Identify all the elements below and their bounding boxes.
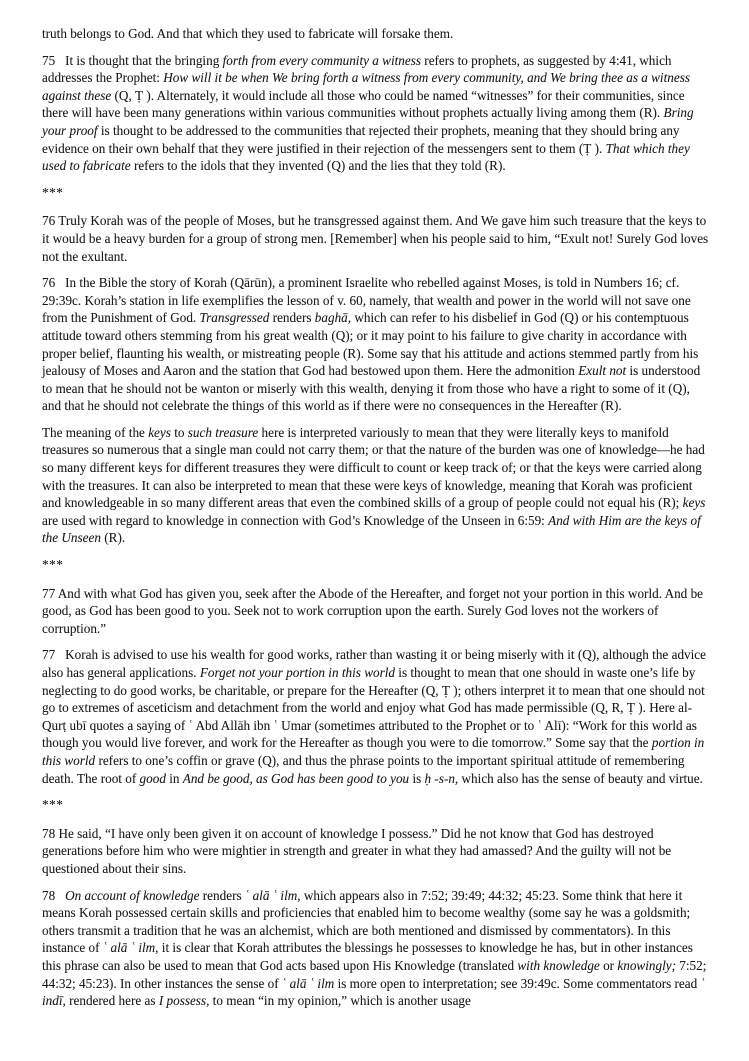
italic-text-run: And with Him are the keys of the Unseen: [42, 512, 705, 546]
text-run: refers to the idols that they invented (Q) and the lies that they told (R).: [130, 158, 506, 174]
text-run: 76 In the Bible the story of Korah (Qārūn), a prominent Israelite who rebelled against Moses, is told in Numbers 16; cf. 29:39c. Korah’s station in life exemplifies the lesson of v. 60, namely, that wealth and power in the world will not save one from the Punishment of God.: [42, 275, 695, 326]
italic-text-run: On account of knowledge: [65, 887, 200, 903]
commentary-78: [42, 887, 709, 1010]
text-run: 78 He said, “I have only been given it on account of knowledge I possess.” Did he not know that God has destroyed generations before him who were mightier in strength and greater in what they had amassed? And the guilty will not be questioned about their sins.: [42, 825, 675, 876]
section-separator: [42, 184, 709, 202]
italic-text-run: baghā,: [314, 310, 352, 326]
text-run: here is interpreted variously to mean that they were literally keys to manifold treasures so numerous that a single man could not carry them; or that the nature of the burden was one of knowledge—he had so many different keys for different treasures they were difficult to count or keep track of; or that the keys were carried along with the treasures. It can also be interpreted to mean that these were keys of knowledge, meaning that Korah was proficient and knowledgeable in so many different areas that even the combined skills of a group of people could not equal his (R);: [42, 424, 709, 511]
text-run: which appears also in 7:52; 39:49; 44:32; 45:23. Some think that here it means Korah possessed certain skills and proficiencies that enabled him to become wealthy (some say he was a goldsmith; others transmit a tradition that he was an alchemist, which are both mentioned and dismissed by commentators). In this instance of: [42, 887, 694, 956]
verse-76: [42, 212, 712, 265]
verse-75-continuation: [42, 25, 709, 43]
text-run: is: [409, 770, 425, 786]
section-separator: [42, 556, 709, 574]
italic-text-run: ʿ indī,: [42, 975, 709, 1009]
text-run: 7:52; 44:32; 45:23). In other instances the sense of: [42, 957, 710, 991]
italic-text-run: ḥ -s-n,: [424, 770, 459, 786]
text-run: The meaning of the: [42, 424, 149, 440]
italic-text-run: Bring your proof: [42, 105, 697, 138]
text-run: ***: [42, 557, 64, 573]
italic-text-run: Transgressed: [199, 310, 270, 326]
text-run: 76 Truly Korah was of the people of Moses, but he transgressed against them. And We gave him such treasure that the keys to it would be a heavy burden for a group of strong men. [Remember] when his people said to him, “Exult not! Surely God loves not the exultant.: [42, 213, 712, 264]
text-run: rendered here as: [65, 993, 159, 1009]
text-run: ***: [42, 797, 64, 813]
italic-text-run: How will it be when We bring forth a witness from every community, and We bring thee as a witness against these: [42, 70, 694, 103]
commentary-76-continued: [42, 424, 709, 547]
text-run: to mean “in my opinion,” which is another usage: [209, 993, 471, 1009]
commentary-76: [42, 274, 709, 415]
text-run: is thought to be addressed to the communities that rejected their prophets, meaning that they should bring any evidence on their own behalf that they were justified in their rejection of the messengers sent to them (Ṭ ).: [42, 122, 683, 156]
text-run: are used with regard to knowledge in connection with God’s Knowledge of the Unseen in 6:59:: [42, 495, 709, 528]
text-run: to: [170, 424, 188, 440]
italic-text-run: ʿ alā ʿ ilm: [281, 975, 335, 991]
text-run: refers to prophets, as suggested by 4:41, which addresses the Prophet:: [42, 52, 675, 86]
italic-text-run: forth from every community a witness: [222, 52, 421, 68]
text-run: 77 Korah is advised to use his wealth for good works, rather than wasting it or being miserly with it (Q), although the advice also has general applications.: [42, 647, 710, 680]
verse-78: [42, 825, 709, 878]
text-run: renders: [199, 887, 245, 903]
text-run: ***: [42, 184, 64, 200]
italic-text-run: And be good, as God has been good to you: [182, 770, 410, 786]
text-run: is more open to interpretation; see 39:49c. Some commentators read: [334, 975, 701, 991]
text-run: (R).: [100, 530, 126, 546]
commentary-77: [42, 646, 709, 787]
italic-text-run: with knowledge: [517, 957, 600, 973]
italic-text-run: That which they used to fabricate: [42, 140, 694, 174]
italic-text-run: Exult not: [578, 363, 627, 379]
italic-text-run: keys: [682, 495, 706, 511]
italic-text-run: ʿ alā ʿ ilm,: [244, 887, 301, 903]
italic-text-run: Forget not your portion in this world: [199, 665, 395, 680]
italic-text-run: I possess,: [158, 993, 210, 1009]
text-run: or: [599, 957, 618, 973]
italic-text-run: portion in this world: [42, 735, 708, 768]
text-run: 75 It is thought that the bringing: [42, 52, 223, 68]
text-run: refers to one’s coffin or grave (Q), and thus the phrase points to the important spiritual attitude of remembering death. The root of: [42, 752, 688, 786]
text-run: in: [165, 770, 183, 786]
text-run: is thought to mean that one should in waste one’s life by neglecting to do good works, be charitable, or prepare for the Hereafter (Q, Ṭ ); others interpret it to mean that one should not go to extremes of asceticism and detachment from the world and enjoy what God has made permissible (Q, R, Ṭ ). Here al-Qurṭ ubī quotes a saying of ʿ Abd Allāh ibn ʿ Umar (sometimes attributed to the Prophet or to ʿ Alī): “Work for this world as though you would live forever, and work for the Hereafter as though you were to die tomorrow.” Some say that the: [42, 665, 709, 751]
text-run: which can refer to his disbelief in God (Q) or his contemptuous attitude toward others stemming from his great wealth (Q); or it may point to his failure to give charity in accordance with proper belief, flaunting his wealth, or mistreating people (R). Some say that his attitude and actions stemmed partly from his jealousy of Moses and Aaron and the station that God had bestowed upon them. Here the admonition: [42, 310, 702, 379]
verse-77: [42, 585, 709, 638]
text-run: truth belongs to God. And that which they used to fabricate will forsake them.: [42, 26, 454, 41]
italic-text-run: such treasure: [187, 424, 259, 440]
text-run: is understood to mean that he should not be wanton or miserly with this wealth, denying it from those who have a right to some of it (Q), and that he should not celebrate the things of this world as if there were no consequences in the Hereafter (R).: [42, 363, 704, 414]
text-run: 77 And with what God has given you, seek after the Abode of the Hereafter, and forget not your portion in this world. And be good, as God has been good to you. Seek not to work corruption upon the earth. Surely God loves not the workers of corruption.”: [42, 585, 707, 636]
text-run: 78: [42, 887, 66, 903]
text-run: renders: [269, 310, 315, 326]
section-separator: [42, 796, 709, 814]
italic-text-run: good: [139, 770, 166, 786]
text-run: (Q, Ṭ ). Alternately, it would include all those who could be named “witnesses” for their communities, since there will have been many generations within various communities without prophets actually living among them (R).: [42, 87, 688, 121]
italic-text-run: keys: [148, 424, 171, 440]
text-run: which also has the sense of beauty and virtue.: [458, 770, 703, 786]
text-run: it is clear that Korah attributes the blessings he possesses to knowledge he has, but in other instances this phrase can also be used to mean that God acts based upon His Knowledge (translated: [42, 940, 697, 973]
commentary-75: [42, 52, 709, 175]
italic-text-run: ʿ alā ʿ ilm,: [102, 940, 159, 956]
italic-text-run: knowingly;: [617, 957, 676, 973]
